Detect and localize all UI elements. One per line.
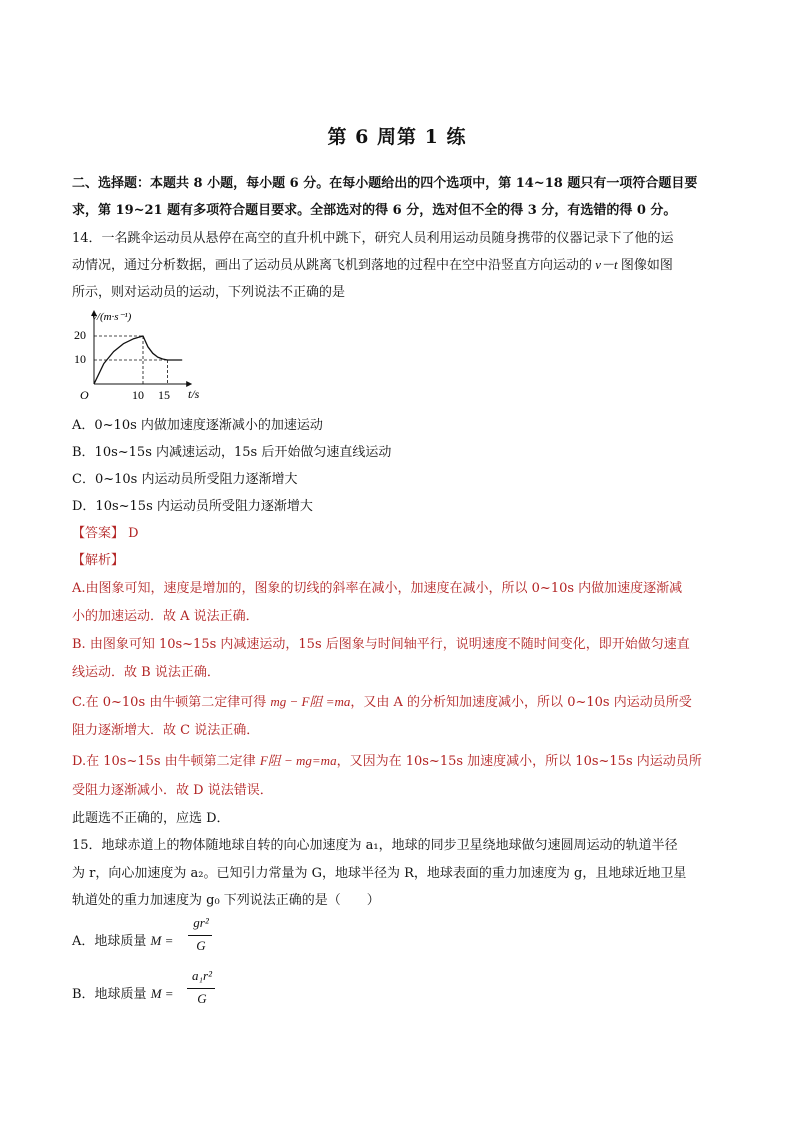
fraction-bar xyxy=(188,935,212,936)
analysis-d-text-tail: ，又因为在 10s~15s 加速度减小，所以 10s~15s 内运动员所 xyxy=(336,754,702,769)
q14-option-c: C．0~10s 内运动员所受阻力逐渐增大 xyxy=(72,472,298,487)
velocity-curve xyxy=(94,336,182,384)
analysis-d-text: D.在 10s~15s 由牛顿第二定律 xyxy=(72,754,260,769)
analysis-d-equation: F阻 − mg=ma xyxy=(259,753,337,768)
analysis-c-line-2: 阻力逐渐增大．故 C 说法正确． xyxy=(72,723,260,738)
graph-xtick-15: 15 xyxy=(158,388,170,402)
graph-origin-label: O xyxy=(80,388,89,402)
q14-stem-text-tail: 图像如图 xyxy=(620,258,673,273)
q14-stem-line-2 xyxy=(72,254,673,273)
vt-graph xyxy=(76,308,206,402)
page-title: 第 6 周第 1 练 xyxy=(327,126,467,148)
q14-stem-line-3: 所示，则对运动员的运动，下列说法不正确的是 xyxy=(72,285,346,300)
analysis-a-line-2: 小的加速运动．故 A 说法正确． xyxy=(72,609,259,624)
q14-option-b: B．10s~15s 内减速运动，15s 后开始做匀速直线运动 xyxy=(72,445,392,460)
q15-stem-line-2: 为 r，向心加速度为 a₂。已知引力常量为 G，地球半径为 R，地球表面的重力加速度为 g，且地球近地卫星 xyxy=(72,866,687,881)
fraction-bar xyxy=(187,988,215,989)
conclusion: 此题选不正确的，应选 D． xyxy=(72,811,230,826)
q14-option-a: A．0~10s 内做加速度逐渐减小的加速运动 xyxy=(72,418,323,433)
section-instruction-line-1: 二、选择题：本题共 8 小题，每小题 6 分。在每小题给出的四个选项中，第 14~18 题只有一项符合题目要 xyxy=(72,176,698,191)
analysis-c-line-1 xyxy=(72,691,692,710)
section-instruction-line-2: 求，第 19~21 题有多项符合题目要求。全部选对的得 6 分，选对但不全的得 3 分，有选错的得 0 分。 xyxy=(72,203,677,218)
analysis-b-line-1: B. 由图象可知 10s~15s 内减速运动，15s 后图象与时间轴平行，说明速度不随时间变化，即开始做匀速直 xyxy=(72,637,690,652)
graph-xtick-10: 10 xyxy=(132,388,144,402)
q15-option-a-label: A．地球质量 xyxy=(72,934,151,949)
analysis-c-text-tail: ，又由 A 的分析知加速度减小，所以 0~10s 内运动员所受 xyxy=(350,695,692,710)
q15-option-b-lhs: M = xyxy=(150,986,174,1001)
q15-option-b-label: B．地球质量 xyxy=(72,987,151,1002)
q15-option-a-denominator: G xyxy=(196,938,206,953)
q14-stem-text: 动情况，通过分析数据，画出了运动员从跳离飞机到落地的过程中在空中沿竖直方向运动的 xyxy=(72,258,593,273)
graph-y-axis-label: v/(m·s⁻¹) xyxy=(92,311,132,323)
analysis-d-line-1 xyxy=(72,750,702,769)
graph-ytick-20: 20 xyxy=(74,328,86,342)
answer-line xyxy=(72,522,139,541)
graph-x-axis-label: t/s xyxy=(188,387,200,401)
q15-stem-line-3: 轨道处的重力加速度为 g₀ 下列说法正确的是（ ） xyxy=(72,893,380,908)
answer-label: 【答案】 xyxy=(72,526,125,541)
q15-option-b xyxy=(72,983,174,1002)
analysis-label: 【解析】 xyxy=(72,553,125,568)
q14-option-d: D．10s~15s 内运动员所受阻力逐渐增大 xyxy=(72,499,313,514)
q14-stem-line-1: 14．一名跳伞运动员从悬停在高空的直升机中跳下，研究人员利用运动员随身携带的仪器记录下了他的运 xyxy=(72,231,674,246)
q15-option-a-lhs: M = xyxy=(150,933,174,948)
q15-stem-line-1: 15．地球赤道上的物体随地球自转的向心加速度为 a₁，地球的同步卫星绕地球做匀速圆周运动的轨道半径 xyxy=(72,838,678,853)
q15-option-b-numerator: a₁r² xyxy=(192,968,212,983)
q15-option-a xyxy=(72,930,173,949)
analysis-a-line-1: A.由图象可知，速度是增加的，图象的切线的斜率在减小，加速度在减小，所以 0~10s 内做加速度逐渐减 xyxy=(72,581,683,596)
analysis-d-line-2: 受阻力逐渐减小．故 D 说法错误． xyxy=(72,783,273,798)
answer-value: D xyxy=(128,526,139,541)
graph-ytick-10: 10 xyxy=(74,352,86,366)
q15-option-b-denominator: G xyxy=(197,991,207,1006)
analysis-b-line-2: 线运动．故 B 说法正确． xyxy=(72,665,220,680)
q15-option-a-numerator: gr² xyxy=(193,915,209,930)
analysis-c-equation: mg − F阻 =ma xyxy=(270,694,351,709)
q14-vt-symbol: v－t xyxy=(592,257,621,272)
analysis-c-text: C.在 0~10s 由牛顿第二定律可得 xyxy=(72,695,271,710)
